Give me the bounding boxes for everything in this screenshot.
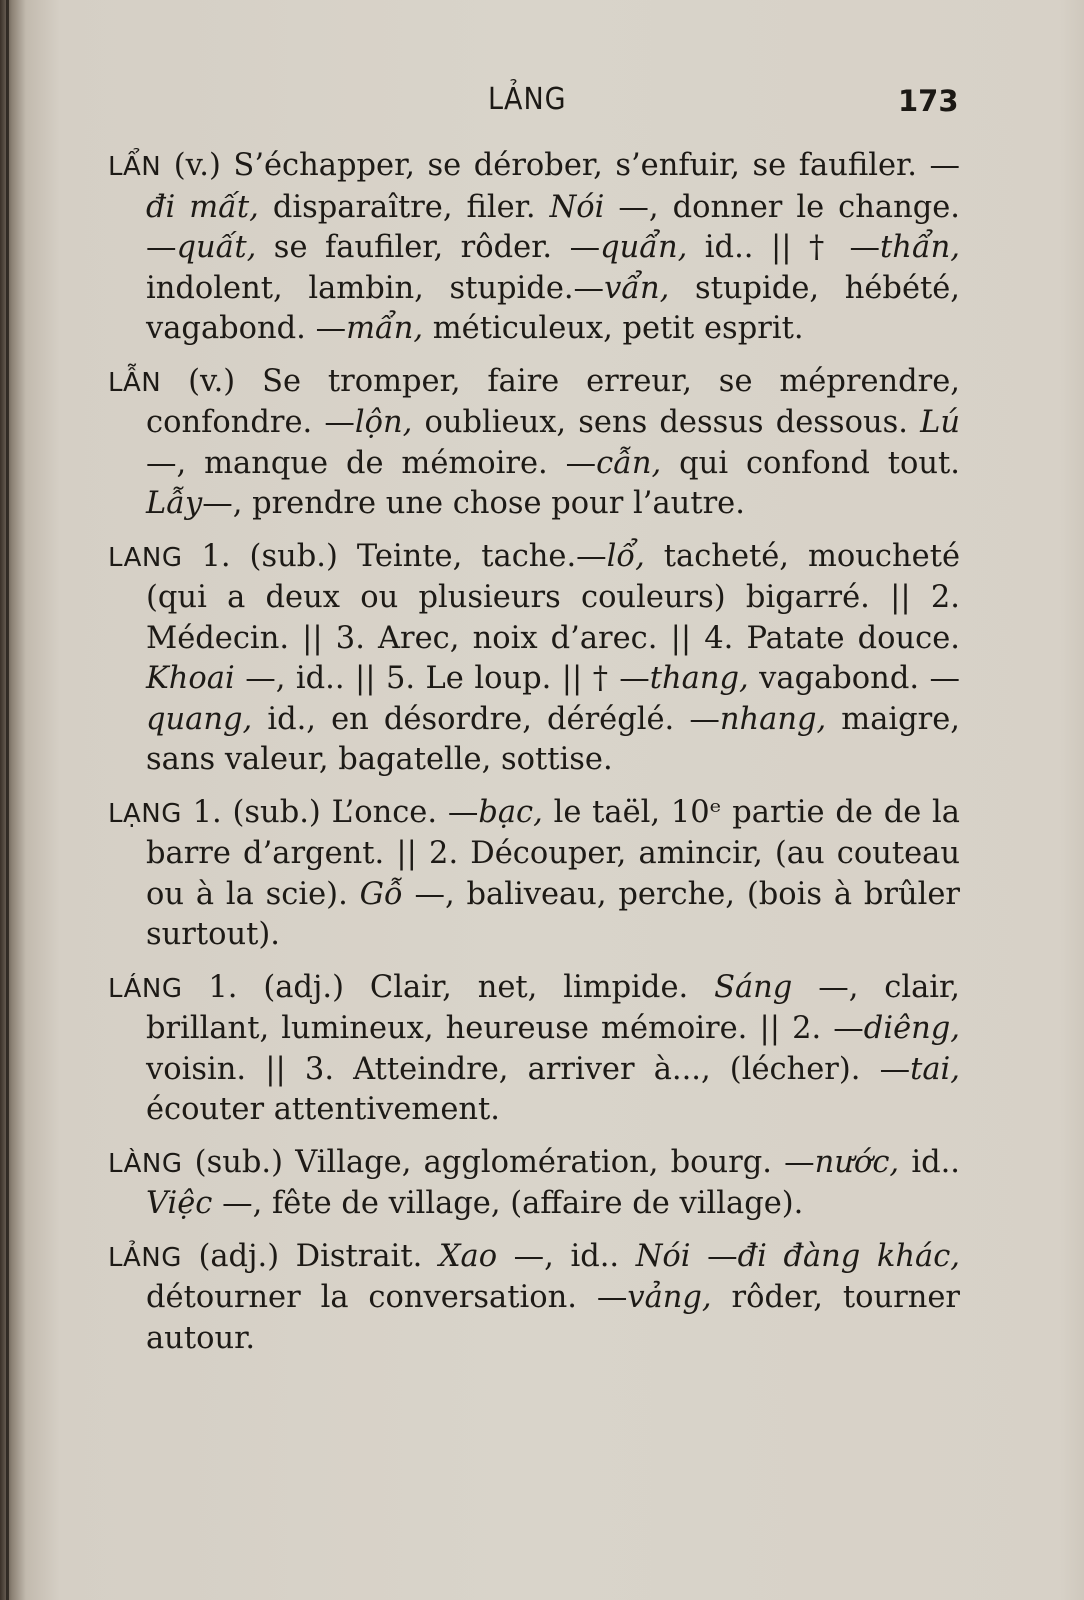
entry-text: (sub.) Village, agglomération, bourg. — — [182, 1144, 815, 1180]
entry-vietnamese: Lẫy — [146, 486, 203, 521]
entry-vietnamese: Việc — [146, 1186, 213, 1221]
entry-text: 1. (adj.) Clair, net, limpide. — [182, 969, 715, 1005]
dictionary-entries — [108, 146, 960, 1371]
entry-text: —, prendre une chose pour l’autre. — [202, 486, 745, 521]
entry-headword: LÁNG — [108, 973, 183, 1004]
dictionary-entry — [108, 793, 960, 956]
entry-text: —, donner le change. — — [146, 189, 960, 265]
book-spine-edge — [6, 0, 9, 1600]
entry-text: —, id.. || 5. Le loup. || † — — [234, 661, 650, 696]
entry-text: se faufiler, rôder. — — [256, 230, 601, 265]
dictionary-entry — [108, 537, 960, 781]
entry-headword: LÀNG — [108, 1148, 183, 1179]
dictionary-entry — [108, 1143, 960, 1225]
entry-headword: LẨN — [108, 152, 162, 182]
entry-vietnamese: Xao — [438, 1238, 498, 1274]
dictionary-entry — [108, 362, 960, 525]
entry-text: —, clair, brillant, lumineux, heureuse mémoire. || 2. — — [146, 969, 960, 1046]
entry-text: id.. || † — — [687, 230, 881, 265]
entry-text: qui confond tout. — [661, 445, 960, 481]
entry-text: (v.) Se tromper, faire erreur, se méprendre, confondre. — — [146, 363, 960, 440]
dictionary-entry — [108, 1237, 960, 1360]
entry-vietnamese: nước, — [814, 1144, 900, 1180]
entry-vietnamese: vảng, — [627, 1280, 712, 1315]
entry-headword: LANG — [108, 542, 183, 573]
entry-headword: LẢNG — [108, 1242, 182, 1273]
entry-vietnamese: tai, — [910, 1051, 960, 1087]
entry-vietnamese: quẩn, — [600, 230, 688, 265]
entry-vietnamese: đi mất, — [146, 189, 259, 225]
entry-text: vagabond. — — [748, 661, 960, 696]
entry-text: —, baliveau, perche, (bois à brûler surtout). — [146, 876, 960, 952]
entry-text: écouter attentivement. — [146, 1092, 500, 1127]
entry-text: maigre, sans valeur, bagatelle, sottise. — [146, 701, 960, 777]
entry-vietnamese: Nói — [549, 189, 605, 225]
entry-text: oublieux, sens dessus dessous. — [412, 405, 921, 440]
entry-text: détourner la conversation. — — [146, 1280, 628, 1315]
entry-vietnamese: Gỗ — [359, 876, 403, 912]
entry-text: tacheté, moucheté (qui a deux ou plusieurs couleurs) bigarré. || 2. Médecin. || 3. Arec, noix d’arec. || 4. Patate douce. — [146, 538, 960, 656]
entry-vietnamese: quang, — [146, 701, 253, 737]
entry-headword: LẠNG — [108, 798, 182, 829]
entry-vietnamese: Nói — [635, 1238, 691, 1274]
entry-text: méticuleux, petit esprit. — [423, 311, 804, 346]
entry-text: — — [690, 1238, 738, 1274]
entry-vietnamese: lộn, — [354, 405, 413, 440]
entry-vietnamese: diêng, — [863, 1011, 960, 1046]
entry-vietnamese: vẩn, — [604, 270, 670, 306]
entry-text: —, manque de mémoire. — — [146, 445, 597, 481]
entry-text: —, id.. — [497, 1238, 636, 1274]
entry-text: id.. — [899, 1144, 960, 1180]
entry-text: rôder, tourner autour. — [146, 1280, 960, 1356]
entry-text: le taël, 10ᵉ partie de de la barre d’argent. || 2. Découper, amincir, (au couteau ou à la scie). — [146, 794, 960, 912]
entry-text: 1. (sub.) L’once. — — [181, 794, 479, 830]
entry-text: —, fête de village, (affaire de village). — [212, 1186, 804, 1221]
entry-headword: LẪN — [108, 367, 162, 398]
entry-vietnamese: Lú — [920, 405, 960, 440]
entry-text: id., en désordre, déréglé. — — [252, 701, 720, 737]
entry-vietnamese: thẩn, — [880, 230, 960, 265]
entry-text: (adj.) Distrait. — [181, 1238, 439, 1274]
running-head-word: LẢNG — [488, 82, 567, 117]
entry-vietnamese: bạc, — [478, 794, 543, 830]
running-head — [0, 78, 1084, 118]
entry-vietnamese: nhang, — [719, 701, 827, 737]
entry-text: voisin. || 3. Atteindre, arriver à..., (lécher). — — [146, 1051, 911, 1087]
entry-text: indolent, lambin, stupide.— — [146, 270, 605, 306]
entry-text: 1. (sub.) Teinte, tache.— — [182, 538, 607, 574]
entry-text: disparaître, filer. — [258, 189, 550, 225]
entry-vietnamese: cẫn, — [596, 445, 662, 481]
entry-vietnamese: mẩn, — [346, 311, 424, 346]
entry-text: (v.) S’échapper, se dérober, s’enfuir, se faufiler. — — [161, 148, 960, 183]
entry-vietnamese: thang, — [649, 661, 749, 696]
dictionary-entry — [108, 146, 960, 350]
entry-vietnamese: đi đàng khác, — [737, 1238, 960, 1274]
entry-text: stupide, hébété, vagabond. — — [146, 270, 960, 346]
dictionary-entry — [108, 968, 960, 1131]
page-number: 173 — [898, 84, 959, 118]
entry-vietnamese: lổ, — [606, 538, 645, 574]
entry-vietnamese: quất, — [176, 230, 257, 265]
entry-vietnamese: Sáng — [714, 969, 793, 1005]
entry-vietnamese: Khoai — [146, 661, 235, 696]
